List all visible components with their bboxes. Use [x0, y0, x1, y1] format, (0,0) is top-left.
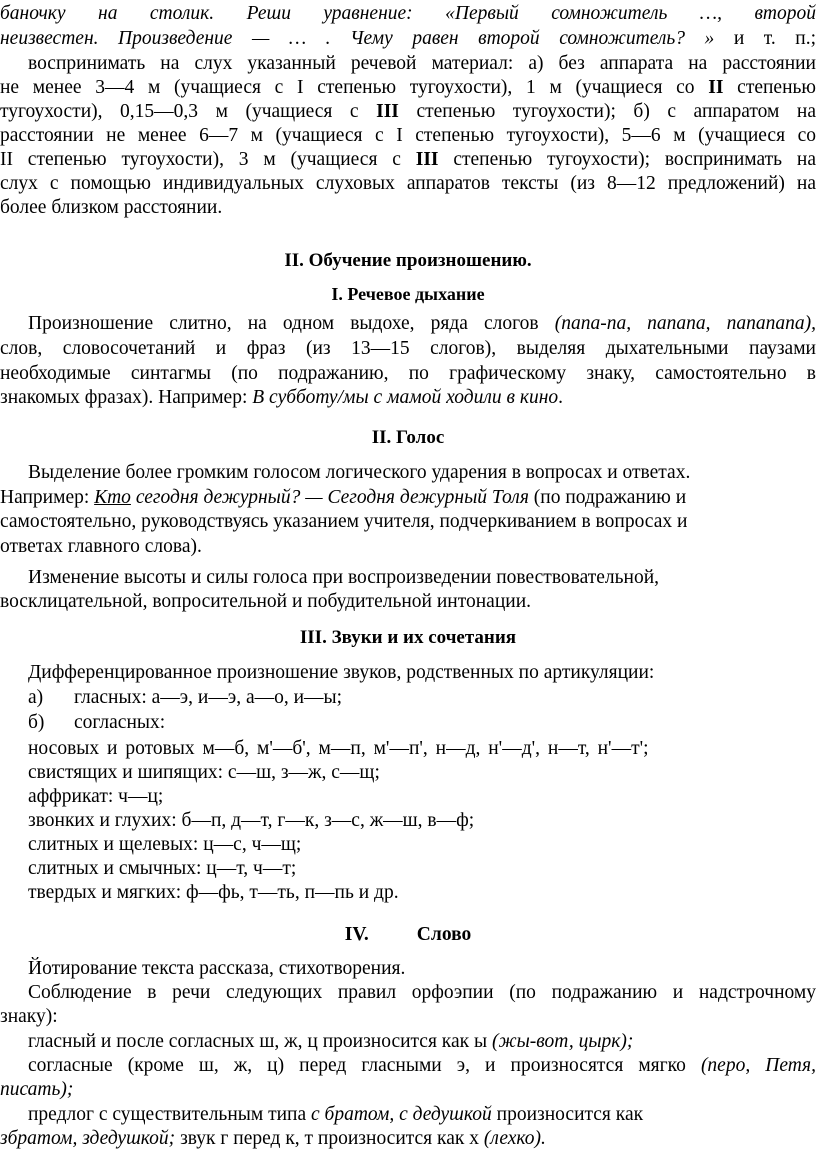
word-line-3 — [0, 1005, 816, 1029]
section-title: Слово — [416, 924, 472, 945]
voice-line-5 — [0, 566, 816, 590]
text: более близком расстоянии. — [0, 197, 223, 218]
intro-line-3 — [0, 52, 816, 76]
section-number: IV. — [344, 924, 369, 945]
text: (жы-вот, цырк); — [491, 1031, 634, 1052]
voice-line-2 — [0, 486, 816, 510]
text: звонких и глухих: б—п, д—т, г—к, з—с, ж—ш, в—ф; — [28, 810, 475, 831]
subsection-heading-breathing: I. Речевое дыхание — [331, 284, 485, 304]
intro-line-5 — [0, 100, 816, 124]
breathing-line-4 — [0, 386, 816, 410]
text: III — [376, 101, 399, 122]
text: степенью — [723, 77, 816, 98]
text: степенью тугоухости); б) с аппаратом на — [398, 101, 816, 122]
text: III — [415, 149, 439, 170]
text: необходимые синтагмы (по подражанию, по графическому знаку, самостоятельно в — [0, 363, 816, 384]
text: баночку на столик. Реши уравнение: «Первый сомножитель …, второй — [0, 3, 816, 24]
voice-line-3 — [0, 510, 816, 534]
text: слитных и смычных: ц—т, ч—т; — [28, 858, 297, 879]
sounds-line-fricative — [0, 833, 816, 857]
breathing-line-3 — [0, 362, 816, 386]
sounds-line-1 — [0, 661, 816, 685]
text: носовых и ротовых м—б, м'—б', м—п, м'—п', н—д, н'—д', н—т, н'—т'; — [28, 738, 649, 759]
text: гласный и после согласных ш, ж, ц произносится как ы — [28, 1031, 492, 1052]
text: Дифференцированное произношение звуков, родственных по артикуляции: — [28, 662, 655, 683]
text: (лехко). — [483, 1128, 546, 1149]
text: свистящих и шипящих: с—ш, з—ж, с—щ; — [28, 762, 380, 783]
text: согласных: — [74, 712, 166, 733]
voice-line-6 — [0, 590, 816, 614]
sounds-item-a — [0, 686, 816, 710]
text: (перо, Петя, — [700, 1055, 816, 1076]
subsection-heading-word — [0, 923, 816, 947]
intro-line-4 — [0, 76, 816, 100]
text: слух с помощью индивидуальных слуховых аппаратов тексты (из 8—12 предложений) на — [0, 173, 816, 194]
intro-line-9 — [0, 196, 816, 220]
text: предлог с существительным типа — [28, 1104, 311, 1125]
text: Произношение слитно, на одном выдохе, ряда слогов — [28, 313, 555, 334]
text: II степенью тугоухости), 3 м (учащиеся с — [0, 149, 416, 170]
word-line-5 — [0, 1054, 816, 1078]
text: Йотирование текста рассказа, стихотворения. — [28, 958, 406, 979]
sounds-line-voiced — [0, 809, 816, 833]
sounds-line-hard-soft — [0, 881, 816, 905]
word-line-4 — [0, 1030, 816, 1054]
subsection-heading-voice: II. Голос — [371, 427, 445, 448]
intro-line-8 — [0, 172, 816, 196]
sounds-line-plosive — [0, 857, 816, 881]
text: неизвестен. Произведение — … . Чему равен второй сомножитель? » — [0, 28, 715, 49]
text: збратом, здедушкой; — [0, 1128, 176, 1149]
underlined-word: Кто — [94, 487, 131, 508]
breathing-line-1 — [0, 312, 816, 336]
text: Соблюдение в речи следующих правил орфоэпии (по подражанию и надстрочному — [28, 982, 816, 1003]
voice-line-1 — [0, 461, 816, 485]
text: аффрикат: ч—ц; — [28, 786, 164, 807]
text: с братом, с дедушкой — [311, 1104, 492, 1125]
text: самостоятельно, руководствуясь указанием учителя, подчеркиванием в вопросах и — [0, 511, 688, 532]
text: ответах главного слова). — [0, 536, 202, 557]
list-marker: а) — [28, 687, 44, 708]
text: произносится как — [491, 1104, 644, 1125]
intro-line-6 — [0, 124, 816, 148]
text: знакомых фразах). Например: — [0, 387, 253, 408]
text: слов, словосочетаний и фраз (из 13—15 слогов), выделяя дыхательными паузами — [0, 338, 816, 359]
text: восклицательной, вопросительной и побудительной интонации. — [0, 591, 532, 612]
text: (по подражанию и — [528, 487, 687, 508]
text: писать); — [0, 1079, 74, 1100]
intro-line-7 — [0, 148, 816, 172]
text: сегодня дежурный? — Сегодня дежурный Толя — [130, 487, 529, 508]
text: степенью тугоухости); воспринимать на — [438, 149, 816, 170]
text: твердых и мягких: ф—фь, т—ть, п—пь и др. — [28, 882, 399, 903]
sounds-line-sibilant — [0, 761, 816, 785]
text: не менее 3—4 м (учащиеся с I степенью тугоухости), 1 м (учащиеся со — [0, 77, 709, 98]
text: знаку): — [0, 1006, 58, 1027]
subsection-heading-sounds: III. Звуки и их сочетания — [299, 627, 517, 648]
word-line-6 — [0, 1078, 816, 1102]
text: Изменение высоты и силы голоса при воспроизведении повествовательной, — [28, 567, 660, 588]
text: тугоухости), 0,15—0,3 м (учащиеся с — [0, 101, 377, 122]
section-heading: II. Обучение произношению. — [284, 250, 532, 271]
text: гласных: а—э, и—э, а—о, и—ы; — [74, 687, 343, 708]
sounds-line-affricate — [0, 785, 816, 809]
text: расстоянии не менее 6—7 м (учащиеся с I степенью тугоухости), 5—6 м (учащиеся со — [0, 125, 816, 146]
text: Например: — [0, 487, 95, 508]
word-line-1 — [0, 957, 816, 981]
word-line-7 — [0, 1103, 816, 1127]
word-line-8 — [0, 1127, 816, 1151]
text: (папа-па, папапа, папапапа), — [554, 313, 816, 334]
breathing-line-2 — [0, 337, 816, 361]
text: II — [708, 77, 724, 98]
intro-line-2 — [0, 27, 816, 51]
word-line-2 — [0, 981, 816, 1005]
text: Выделение более громким голосом логического ударения в вопросах и ответах. — [28, 462, 691, 483]
intro-line-1 — [0, 2, 816, 26]
text: и т. п.; — [714, 28, 816, 49]
list-marker: б) — [28, 712, 45, 733]
voice-line-4 — [0, 535, 816, 559]
text: согласные (кроме ш, ж, ц) перед гласными э, и произносятся мягко — [28, 1055, 701, 1076]
text: В субботу/мы с мамой ходили в кино — [252, 387, 559, 408]
text: слитных и щелевых: ц—с, ч—щ; — [28, 834, 302, 855]
text: воспринимать на слух указанный речевой материал: а) без аппарата на расстоянии — [28, 53, 816, 74]
text: звук г перед к, т произносится как х — [175, 1128, 484, 1149]
sounds-line-nasal — [0, 737, 816, 761]
sounds-item-b — [0, 711, 816, 735]
text: . — [558, 387, 563, 408]
